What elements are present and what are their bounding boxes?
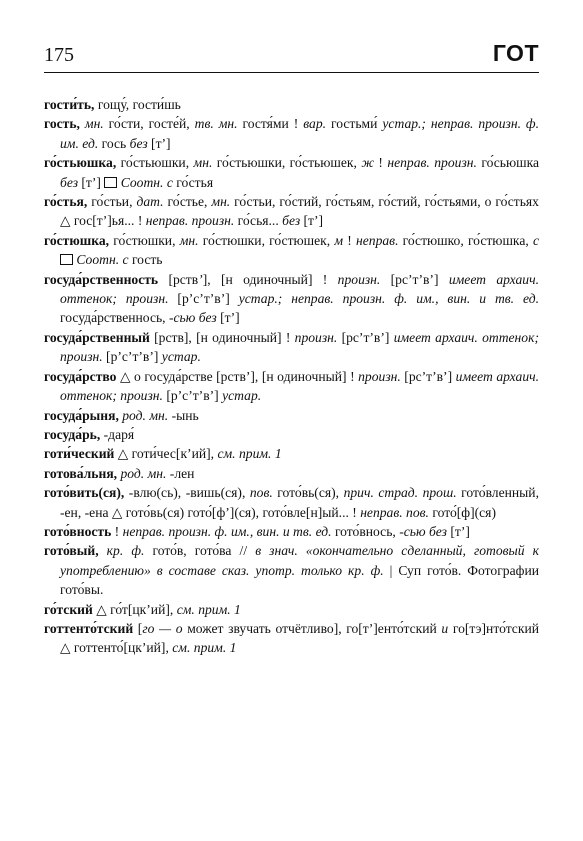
- grammar-note: имеет архаич. оттенок; произн.: [60, 368, 539, 404]
- dictionary-entry: [44, 95, 539, 114]
- grammar-note: произн.: [337, 271, 381, 287]
- entry-text: -даря́: [100, 426, 135, 442]
- entry-text: [: [133, 620, 143, 636]
- page-header: [44, 40, 539, 70]
- grammar-note: без: [282, 213, 301, 229]
- entry-text: го[тэ]нто́тский △ готтенто́[цкʼий],: [60, 620, 539, 656]
- dictionary-entry: [44, 541, 539, 599]
- entry-text: го́сти, госте́й,: [103, 116, 195, 132]
- dictionary-entry: [44, 406, 539, 425]
- grammar-note: устар.; неправ. произн. ф. им., вин. и тв. ед.: [238, 291, 539, 307]
- entry-text: го́сья...: [234, 213, 283, 229]
- grammar-note: -сью без: [399, 523, 447, 539]
- grammar-note: мн.: [79, 116, 104, 132]
- entry-text: может звучать отчётливо], го[тʼ]енто́тский: [182, 620, 442, 636]
- grammar-note: ʼ: [198, 271, 203, 287]
- entry-text: !: [111, 523, 123, 539]
- dictionary-entries: [44, 95, 539, 658]
- grammar-note: с: [532, 232, 539, 248]
- entry-text: | Суп гото́в. Фотографии гото́вы.: [60, 562, 539, 598]
- entry-text: гото́[ф](ся): [428, 504, 496, 520]
- grammar-note: ж: [361, 155, 374, 171]
- dictionary-entry: [44, 522, 539, 541]
- headword: госуда́рственный: [44, 329, 150, 345]
- entry-text: го́стьи, го́стий, го́стьям, го́стий, го́стьями, о го́стьях △ гос[тʼ]ья... !: [60, 194, 539, 229]
- grammar-note: см. прим. 1: [217, 446, 282, 462]
- entry-text: го́стьюшки, го́стьюшек,: [212, 155, 362, 171]
- grammar-note: произн.: [358, 368, 401, 384]
- grammar-note: м: [334, 232, 344, 248]
- grammar-note: неправ. произн.: [145, 213, 235, 229]
- dictionary-entry: [44, 153, 539, 192]
- grammar-note: устар.; неправ. произн. ф. им. ед.: [60, 116, 539, 151]
- entry-text: [рʼсʼтʼвʼ]: [168, 291, 239, 307]
- headword: гото́вить(ся),: [44, 485, 125, 501]
- grammar-note: см. прим. 1: [176, 601, 241, 617]
- grammar-note: неправ. произн. ф. им., вин. и тв. ед.: [122, 523, 332, 539]
- grammar-note: кр. ф.: [98, 543, 145, 559]
- headword: гость,: [44, 116, 80, 132]
- entry-text: го́стюшки, го́стюшек,: [198, 232, 335, 248]
- headword: госуда́рыня,: [44, 407, 119, 423]
- entry-text: гото́внось,: [331, 523, 400, 539]
- grammar-note: мн.: [193, 155, 213, 171]
- entry-text: [рʼсʼтʼвʼ]: [102, 349, 162, 365]
- dictionary-entry: [44, 425, 539, 444]
- grammar-note: без: [60, 174, 78, 190]
- entry-text: го́стья: [172, 174, 214, 190]
- entry-text: [рсʼтʼвʼ]: [337, 329, 394, 345]
- dictionary-entry: [44, 328, 539, 367]
- grammar-note: см. прим. 1: [172, 640, 237, 656]
- headword: го́стья,: [44, 194, 88, 210]
- grammar-note: произн.: [294, 329, 338, 345]
- entry-text: [тʼ]: [446, 523, 470, 539]
- entry-text: !: [373, 155, 388, 171]
- grammar-note: неправ. произн.: [387, 155, 477, 171]
- entry-text: -влю(сь), -вишь(ся),: [124, 485, 250, 501]
- entry-text: !: [343, 232, 356, 248]
- entry-text: гощу́, гости́шь: [94, 97, 181, 112]
- entry-text: -ынь: [168, 407, 199, 423]
- dictionary-entry: [44, 231, 539, 270]
- headword: го́тский: [44, 601, 93, 617]
- dictionary-entry: [44, 367, 539, 406]
- grammar-note: вар.: [303, 116, 327, 132]
- entry-text: го́стьи,: [87, 194, 137, 210]
- entry-text: [тʼ]: [216, 310, 240, 326]
- headword: гото́вый,: [44, 543, 99, 559]
- grammar-note: род. мн.: [117, 465, 167, 481]
- grammar-note: -сью без: [168, 310, 217, 326]
- headword: гости́ть,: [44, 97, 95, 112]
- dictionary-entry: [44, 483, 539, 522]
- entry-text: △ го́т[цкʼий],: [92, 601, 177, 617]
- entry-text: го́стьюшки,: [116, 155, 194, 171]
- headword: го́стьюшка,: [44, 155, 117, 171]
- headword: го́стюшка,: [44, 232, 110, 248]
- grammar-note: мн.: [211, 194, 231, 210]
- entry-text: [тʼ]: [300, 213, 324, 229]
- headword: госуда́рство: [44, 368, 117, 384]
- entry-text: гостьми́: [326, 116, 383, 132]
- entry-text: △ о госуда́рстве [рствʼ], [н одиночный] !: [116, 368, 359, 384]
- grammar-note: имеет архаич. оттенок; произн.: [60, 271, 539, 307]
- entry-text: -лен: [166, 465, 195, 481]
- entry-text: гото́вленный, -ен, -ена △ гото́вь(ся) гото́[фʼ](ся), гото́вле[н]ый... !: [60, 485, 539, 520]
- entry-text: [рств: [158, 271, 199, 287]
- grammar-note: мн.: [179, 232, 199, 248]
- dictionary-entry: [44, 464, 539, 483]
- entry-text: гось: [98, 135, 130, 151]
- entry-text: гостя́ми !: [237, 116, 304, 132]
- dictionary-entry: [44, 444, 539, 463]
- grammar-note: устар.: [161, 349, 201, 365]
- grammar-note: прич. страд. прош.: [343, 485, 457, 501]
- box-symbol-icon: [104, 177, 117, 188]
- grammar-note: в знач. «окончательно сделанный, готовый к употреблению» в составе сказ. употр. только кр. ф.: [60, 543, 540, 578]
- grammar-note: Соотн. с: [73, 252, 129, 268]
- dictionary-entry: [44, 600, 539, 619]
- entry-text: го́стюшко, го́стюшка,: [398, 232, 533, 248]
- grammar-note: и: [441, 620, 449, 636]
- grammar-note: пов.: [249, 485, 273, 501]
- entry-text: [тʼ]: [147, 135, 171, 151]
- headword: госуда́рственность: [44, 271, 159, 287]
- entry-text: го́стюшки,: [109, 232, 180, 248]
- grammar-note: имеет архаич. оттенок; произн.: [60, 329, 539, 365]
- dictionary-entry: [44, 114, 539, 153]
- header-rule: [44, 72, 539, 73]
- dictionary-entry: [44, 192, 539, 231]
- headword: готи́ческий: [44, 446, 115, 462]
- grammar-note: дат.: [136, 194, 164, 210]
- entry-text: гость: [128, 252, 163, 268]
- dictionary-entry: [44, 270, 539, 328]
- grammar-note: Соотн. с: [117, 174, 173, 190]
- grammar-note: устар.: [222, 388, 262, 404]
- entry-text: [рсʼтʼвʼ]: [380, 271, 449, 287]
- headword: гото́вность: [44, 523, 112, 539]
- entry-text: гото́вь(ся),: [272, 485, 344, 501]
- entry-text: [рʼсʼтʼвʼ]: [162, 388, 223, 404]
- entry-text: госуда́рственнось,: [60, 310, 169, 326]
- grammar-note: без: [129, 135, 148, 151]
- headword: готова́льня,: [44, 465, 118, 481]
- grammar-note: го — о: [142, 620, 183, 636]
- dictionary-entry: [44, 619, 539, 658]
- entry-text: [тʼ]: [78, 174, 105, 190]
- grammar-note: неправ.: [356, 232, 399, 248]
- entry-text: го́стье,: [163, 194, 212, 210]
- entry-text: △ готи́чес[кʼий],: [114, 446, 218, 462]
- entry-text: [рсʼтʼвʼ]: [400, 368, 456, 384]
- entry-text: гото́в, гото́ва //: [144, 543, 256, 559]
- running-head: ГОТ: [492, 40, 539, 66]
- entry-text: го́сьюшка: [476, 155, 539, 171]
- entry-text: ], [н одиночный] !: [202, 271, 338, 287]
- headword: госуда́рь,: [44, 426, 101, 442]
- grammar-note: неправ. пов.: [360, 504, 429, 520]
- page-number: 175: [44, 44, 74, 66]
- entry-text: [рств], [н одиночный] !: [149, 329, 295, 345]
- grammar-note: тв. мн.: [194, 116, 238, 132]
- box-symbol-icon: [60, 254, 73, 265]
- headword: готтенто́тский: [44, 620, 134, 636]
- grammar-note: род. мн.: [118, 407, 169, 423]
